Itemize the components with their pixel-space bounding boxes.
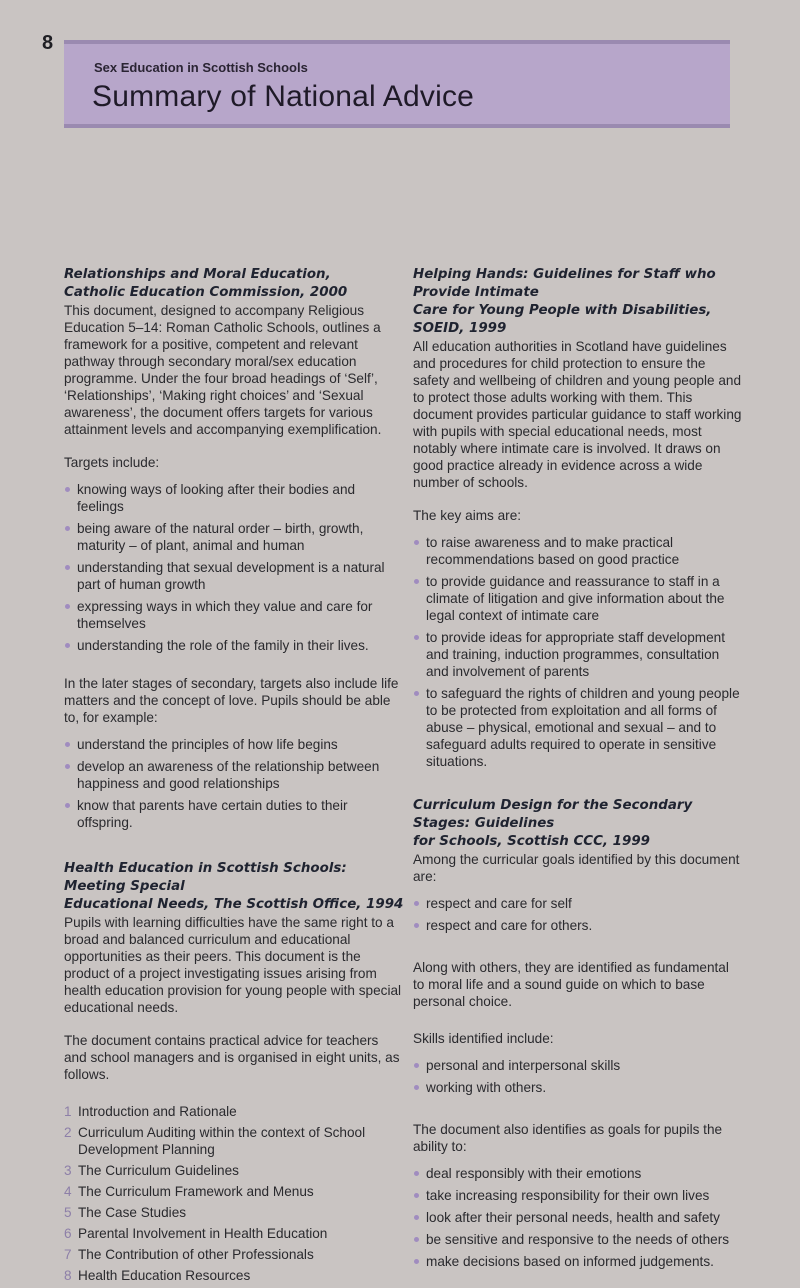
goals-list — [413, 895, 743, 934]
list-item: 5 The Case Studies — [64, 1205, 187, 1220]
list-item: to provide ideas for appropriate staff development and training, induction programmes, consultation and involvement of parents — [413, 629, 743, 680]
list-item: being aware of the natural order – birth, growth, maturity – of plant, animal and human — [64, 520, 404, 554]
targets-list — [64, 481, 404, 654]
list-item: make decisions based on informed judgements. — [413, 1253, 743, 1270]
list-item: understand the principles of how life begins — [64, 736, 404, 753]
page-title: Summary of National Advice — [92, 80, 475, 113]
list-item: take increasing responsibility for their own lives — [413, 1187, 743, 1204]
units-list — [64, 1103, 404, 1284]
targets-intro: Targets include: — [64, 455, 160, 470]
list-item: 4 The Curriculum Framework and Menus — [64, 1184, 314, 1199]
list-item: personal and interpersonal skills — [413, 1057, 743, 1074]
list-item: 8 Health Education Resources — [64, 1268, 251, 1283]
goals-intro: Among the curricular goals identified by this document are: — [413, 852, 740, 884]
units-intro: The document contains practical advice for teachers and school managers and is organised in eight units, as follows. — [64, 1033, 400, 1082]
list-item: look after their personal needs, health and safety — [413, 1209, 743, 1226]
section-heading: Relationships and Moral Education, Catholic Education Commission, 2000 — [64, 267, 348, 300]
list-item: working with others. — [413, 1079, 743, 1096]
list-item: to raise awareness and to make practical recommendations based on good practice — [413, 534, 743, 568]
ability-intro: The document also identifies as goals for pupils the ability to: — [413, 1122, 723, 1154]
ability-list — [413, 1165, 743, 1270]
list-item: expressing ways in which they value and care for themselves — [64, 598, 404, 632]
list-item: know that parents have certain duties to their offspring. — [64, 797, 404, 831]
section-heading: Helping Hands: Guidelines for Staff who Provide Intimate Care for Young People with Disabilities, SOEID, 1999 — [413, 267, 716, 336]
list-item: 7 The Contribution of other Professionals — [64, 1247, 314, 1262]
list-item: 2 Curriculum Auditing within the context of School Development Planning — [64, 1125, 366, 1157]
list-item: understanding the role of the family in their lives. — [64, 637, 404, 654]
skills-intro: Skills identified include: — [413, 1031, 554, 1046]
section-body: This document, designed to accompany Religious Education 5–14: Roman Catholic Schools, outlines a framework for a positive, competent and relevant pathway through secondary moral/sex education programme. Under the four broad headings of ‘Self’, ‘Relationships’, ‘Making right choices’ and ‘Sexual awareness’, the document offers targets for various attainment levels and accompanying exemplification. — [64, 303, 382, 437]
list-item: respect and care for others. — [413, 917, 743, 934]
list-item: be sensitive and responsive to the needs of others — [413, 1231, 743, 1248]
later-intro: In the later stages of secondary, targets also include life matters and the concept of love. Pupils should be able to, for example: — [64, 676, 399, 725]
later-list — [64, 736, 404, 831]
list-item: 1 Introduction and Rationale — [64, 1104, 237, 1119]
section-heading: Health Education in Scottish Schools: Meeting Special Educational Needs, The Scottish Office, 1994 — [64, 861, 404, 912]
list-item: respect and care for self — [413, 895, 743, 912]
list-item: 6 Parental Involvement in Health Education — [64, 1226, 328, 1241]
section-body: All education authorities in Scotland have guidelines and procedures for child protection to ensure the safety and wellbeing of children and young people and to protect those adults working with them. This document provides particular guidance to staff working with pupils with special educational needs, most notably where intimate care is involved. It draws on good practice already in evidence across a wide number of schools. — [413, 339, 742, 490]
skills-list — [413, 1057, 743, 1096]
header-banner — [64, 40, 730, 128]
section-heading: Curriculum Design for the Secondary Stages: Guidelines for Schools, Scottish CCC, 1999 — [413, 798, 693, 849]
along-text: Along with others, they are identified as fundamental to moral life and a sound guide on which to base personal choice. — [413, 960, 729, 1009]
list-item: understanding that sexual development is a natural part of human growth — [64, 559, 404, 593]
aims-list — [413, 534, 743, 770]
right-column — [413, 266, 743, 1275]
list-item: develop an awareness of the relationship between happiness and good relationships — [64, 758, 404, 792]
list-item: to safeguard the rights of children and young people to be protected from exploitation and all forms of abuse – physical, emotional and sexual – and to safeguard adults required to operate in sensitive situations. — [413, 685, 743, 770]
list-item: knowing ways of looking after their bodies and feelings — [64, 481, 404, 515]
list-item: 3 The Curriculum Guidelines — [64, 1163, 239, 1178]
left-column — [64, 266, 404, 1288]
section-body: Pupils with learning difficulties have the same right to a broad and balanced curriculum and educational opportunities as their peers. This document is the product of a project investigating issues arising from health education provision for young people with special educational needs. — [64, 915, 402, 1015]
page-number: 8 — [42, 32, 54, 54]
header-subtitle: Sex Education in Scottish Schools — [94, 60, 308, 75]
list-item: to provide guidance and reassurance to staff in a climate of litigation and give information about the legal context of intimate care — [413, 573, 743, 624]
list-item: deal responsibly with their emotions — [413, 1165, 743, 1182]
aims-intro: The key aims are: — [413, 508, 522, 523]
